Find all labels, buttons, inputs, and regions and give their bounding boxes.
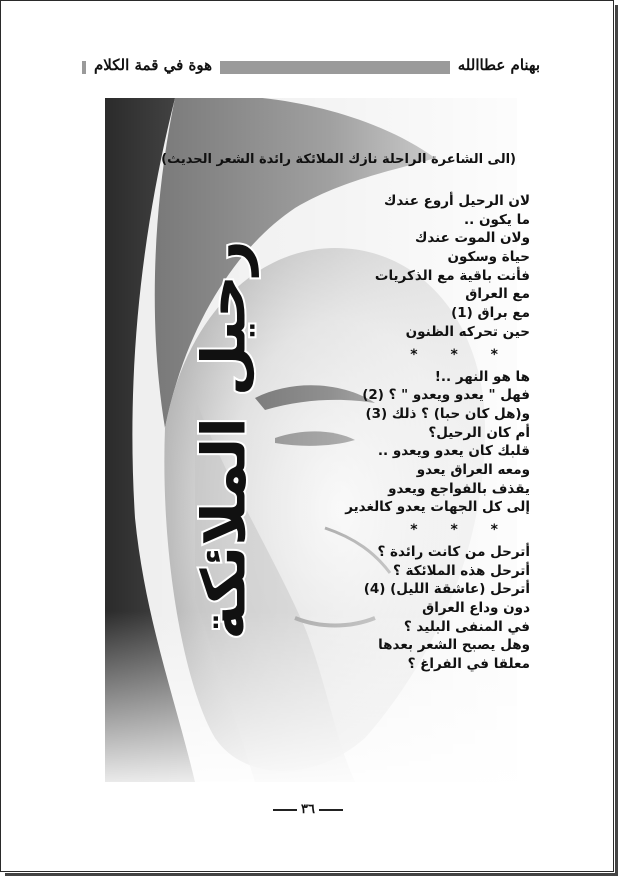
poem-line: أترحل (عاشقة الليل) (4)	[363, 581, 530, 598]
page-number: ٣٦	[301, 802, 315, 817]
poem-line: حياة وسكون	[447, 249, 530, 266]
vertical-poem-title	[168, 240, 288, 640]
poem-line: فهل " يعدو ويعدو " ؟ (2)	[362, 387, 530, 404]
header-book-title: هوة في قمة الكلام	[86, 54, 220, 76]
footer-rule-left	[273, 809, 297, 811]
poem-line: معلقا في الفراغ ؟	[407, 656, 530, 673]
poem-line: فأنت باقية مع الذكريات	[374, 267, 530, 284]
poem-line: في المنفى البليد ؟	[403, 618, 530, 635]
poem-line: حين تحركه الظنون	[405, 323, 530, 340]
poem-line: مع براق (1)	[451, 305, 530, 322]
poem-line: قلبك كان يعدو ويعدو ..	[377, 443, 530, 460]
stanza-2	[345, 368, 530, 518]
poem-line: ما يكون ..	[464, 211, 530, 228]
dedication-line: (الى الشاعرة الراحلة نازك الملائكة رائدة الشعر الحديث)	[161, 152, 516, 167]
poem-line: وهل يصبح الشعر بعدها	[378, 637, 530, 654]
poem-body	[345, 192, 530, 674]
stanza-separator: * * *	[410, 522, 512, 538]
poem-line: دون وداع العراق	[422, 600, 530, 617]
poem-line: إلى كل الجهات يعدو كالغدير	[345, 499, 530, 516]
poem-line: أترحل هذه الملائكة ؟	[392, 562, 530, 579]
stanza-1	[345, 192, 530, 342]
stanza-3	[345, 543, 530, 674]
poem-line: أم كان الرحيل؟	[428, 424, 530, 441]
poem-line: ها هو النهر ..!	[434, 368, 530, 385]
poem-line: أترحل من كانت رائدة ؟	[377, 544, 530, 560]
vertical-title-text: رحيل الملائكة	[189, 240, 260, 640]
poem-line: و(هل كان حبا) ؟ ذلك (3)	[365, 405, 530, 422]
poem-line: مع العراق	[465, 286, 530, 303]
poem-line: يقذف بالفواجع ويعدو	[388, 480, 530, 497]
poem-line: ومعه العراق يعدو	[416, 461, 530, 478]
header-author: بهنام عطاالله	[450, 54, 548, 76]
page-footer	[262, 802, 354, 817]
poem-line: ولان الموت عندك	[414, 230, 530, 247]
poem-line: لان الرحيل أروع عندك	[384, 193, 530, 209]
stanza-separator: * * *	[410, 346, 512, 363]
footer-rule-right	[319, 809, 343, 811]
